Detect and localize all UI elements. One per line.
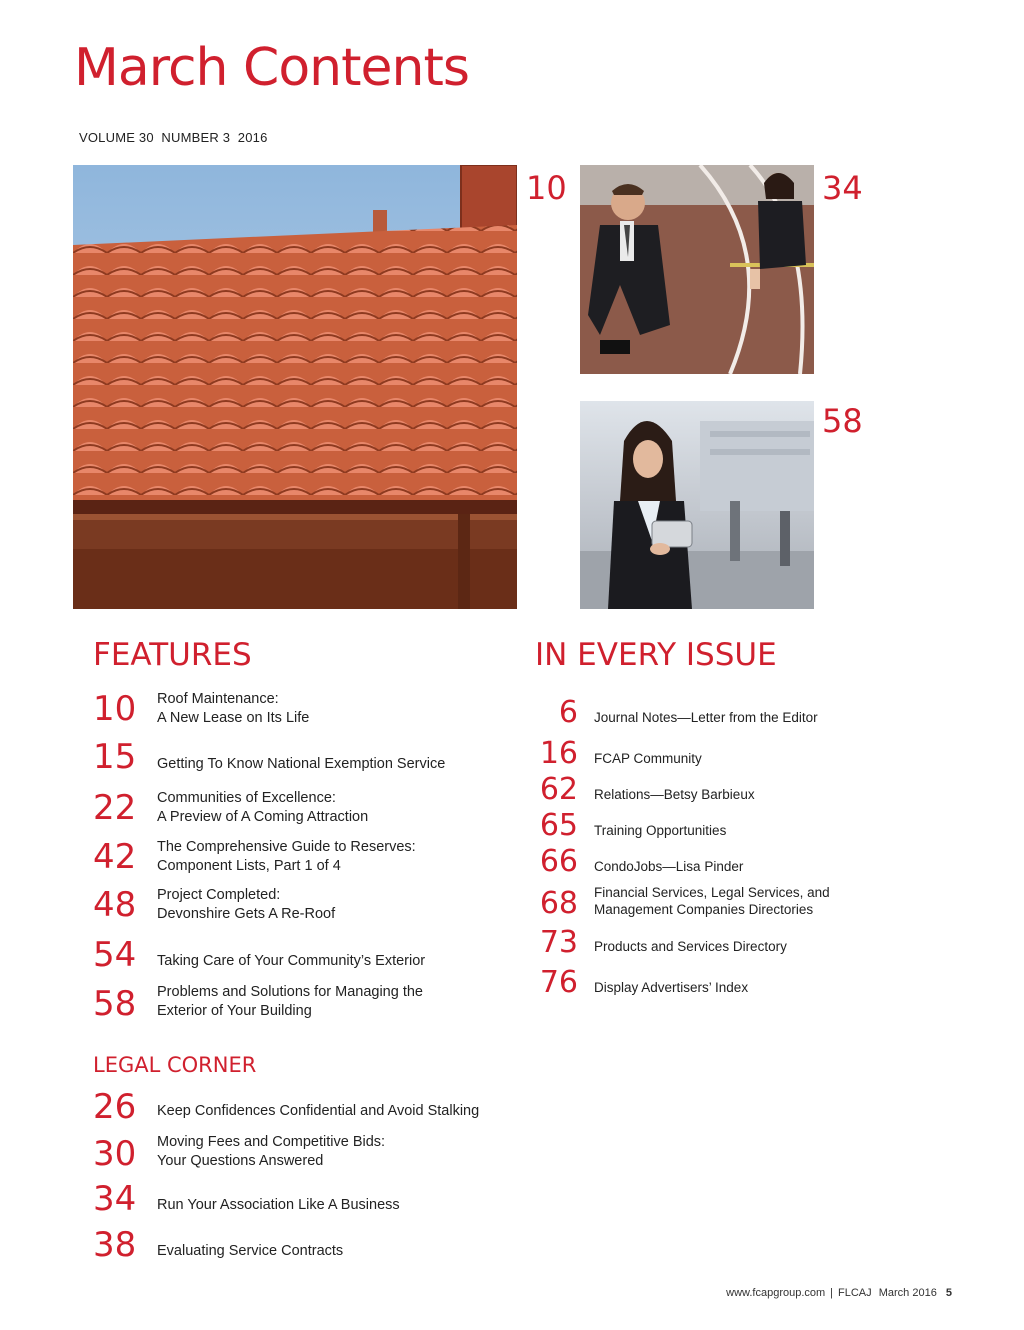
entry-title-line1: The Comprehensive Guide to Reserves:: [157, 839, 416, 855]
entry-title-line1: Products and Services Directory: [594, 939, 787, 954]
footer-page-number: 5: [945, 1287, 952, 1299]
legal-corner-heading: LEGAL CORNER: [93, 1053, 257, 1077]
page-number: 54: [93, 935, 137, 975]
page-number: 16: [539, 736, 578, 771]
issue-entry[interactable]: [536, 844, 896, 879]
entry-title-line1: Problems and Solutions for Managing the: [157, 984, 423, 1000]
page-number: 6: [558, 695, 578, 730]
feature-entry[interactable]: [93, 690, 513, 734]
issue-entry[interactable]: [536, 808, 896, 843]
entry-title-line1: Display Advertisers’ Index: [594, 980, 749, 995]
page-number: 66: [539, 844, 578, 879]
page-number: 73: [539, 925, 578, 960]
footer-divider: |: [830, 1287, 834, 1299]
entry-title-line2: Component Lists, Part 1 of 4: [157, 858, 341, 874]
entry-title-line1: Project Completed:: [157, 887, 281, 903]
woman-tablet-photo: [580, 401, 814, 609]
entry-title-line2: A Preview of A Coming Attraction: [157, 809, 369, 825]
page-number: 22: [93, 788, 137, 828]
entry-title-line1: Taking Care of Your Community’s Exterior: [157, 953, 426, 969]
page-number: 15: [93, 737, 137, 777]
entry-title-line1: Keep Confidences Confidential and Avoid Stalking: [157, 1103, 480, 1119]
page-number: 62: [539, 772, 578, 807]
page-number: 58: [93, 984, 137, 1024]
page-number: 76: [539, 965, 578, 1000]
feature-entry[interactable]: [93, 838, 513, 882]
in-every-issue-heading: IN EVERY ISSUE: [535, 637, 777, 673]
issue-entry[interactable]: [536, 736, 896, 771]
page-number: 38: [93, 1225, 137, 1265]
photo-page-number: 34: [822, 169, 863, 207]
entry-title-line1: Roof Maintenance:: [157, 691, 279, 707]
features-heading: FEATURES: [93, 637, 252, 673]
issue-entry[interactable]: [536, 965, 896, 1000]
footer-issue: March 2016: [878, 1287, 937, 1299]
legal-entry[interactable]: [93, 1179, 513, 1222]
page-number: 26: [93, 1087, 137, 1127]
issue-entry[interactable]: [536, 884, 896, 924]
issue-entry[interactable]: [536, 925, 896, 960]
entry-title-line1: Training Opportunities: [594, 823, 727, 838]
legal-entry[interactable]: [93, 1087, 513, 1130]
page-number: 42: [93, 837, 137, 877]
entry-title-line1: Run Your Association Like A Business: [157, 1197, 400, 1213]
page-number: 10: [93, 689, 137, 729]
photo-page-number: 58: [822, 402, 863, 440]
feature-entry[interactable]: [93, 737, 513, 780]
page-number: 65: [539, 808, 578, 843]
entry-title-line1: Evaluating Service Contracts: [157, 1243, 344, 1259]
feature-entry[interactable]: [93, 935, 513, 978]
feature-entry[interactable]: [93, 983, 513, 1027]
entry-title-line1: CondoJobs—Lisa Pinder: [594, 859, 744, 874]
entry-title-line1: Journal Notes—Letter from the Editor: [594, 710, 818, 725]
issue-entry[interactable]: [536, 695, 896, 730]
page-number: 34: [93, 1179, 137, 1219]
legal-entry[interactable]: [93, 1225, 513, 1268]
footer-publication: FLCAJ: [838, 1287, 872, 1299]
feature-entry[interactable]: [93, 886, 513, 930]
issue-entry[interactable]: [536, 772, 896, 807]
entry-title-line2: Management Companies Directories: [594, 902, 814, 917]
entry-title-line1: Communities of Excellence:: [157, 790, 336, 806]
page-number: 68: [539, 886, 578, 921]
entry-title-line1: Getting To Know National Exemption Service: [157, 756, 446, 772]
page-number: 48: [93, 885, 137, 925]
entry-title-line2: Devonshire Gets A Re-Roof: [157, 906, 336, 922]
feature-entry[interactable]: [93, 789, 513, 833]
entry-title-line1: Moving Fees and Competitive Bids:: [157, 1134, 386, 1150]
footer-site[interactable]: www.fcapgroup.com: [726, 1287, 826, 1299]
entry-title-line1: FCAP Community: [594, 751, 702, 766]
entry-title-line1: Relations—Betsy Barbieux: [594, 787, 755, 802]
roof-photo: [73, 165, 517, 609]
runners-photo: [580, 165, 814, 374]
entry-title-line1: Financial Services, Legal Services, and: [594, 885, 830, 900]
entry-title-line2: Exterior of Your Building: [157, 1003, 312, 1019]
entry-title-line2: Your Questions Answered: [157, 1153, 324, 1169]
volume-line: VOLUME 30 NUMBER 3 2016: [79, 130, 268, 145]
legal-entry[interactable]: [93, 1133, 513, 1177]
page-footer: [726, 1287, 952, 1299]
page-number: 30: [93, 1134, 137, 1174]
entry-title-line2: A New Lease on Its Life: [157, 710, 310, 726]
page-title: March Contents: [74, 38, 469, 98]
photo-page-number: 10: [526, 169, 567, 207]
